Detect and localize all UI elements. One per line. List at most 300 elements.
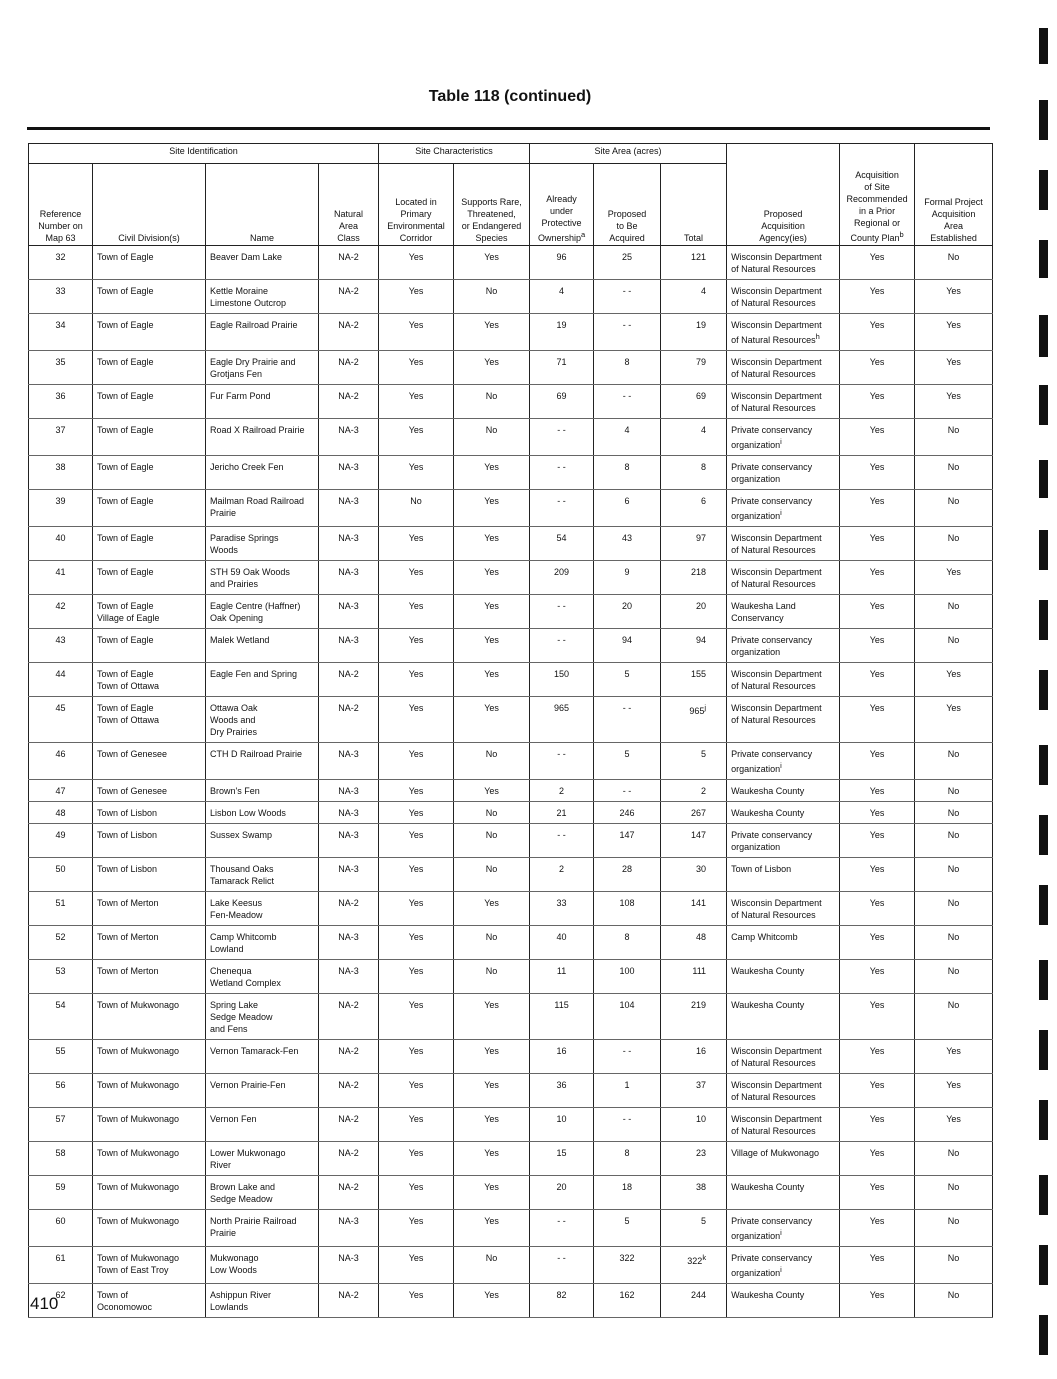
page-number: 410 xyxy=(30,1294,59,1313)
cell-corridor: Yes xyxy=(379,1284,454,1318)
scan-edge-marks xyxy=(1017,0,1057,1379)
cell-species: Yes xyxy=(454,1040,530,1074)
cell-formal: Yes xyxy=(915,1108,993,1142)
cell-formal: No xyxy=(915,994,993,1040)
cell-class: NA-3 xyxy=(319,926,379,960)
cell-already: - - xyxy=(530,419,594,456)
cell-ref: 40 xyxy=(29,527,93,561)
cell-agency: Private conservancy organization$^i$ xyxy=(727,419,840,456)
cell-formal: No xyxy=(915,1247,993,1284)
cell-formal: No xyxy=(915,1210,993,1247)
cell-agency: Wisconsin Department of Natural Resources$^h$ xyxy=(727,314,840,351)
cell-formal: No xyxy=(915,824,993,858)
cell-species: No xyxy=(454,280,530,314)
cell-proposed: 43 xyxy=(594,527,661,561)
cell-species: Yes xyxy=(454,892,530,926)
cell-total: 2 xyxy=(661,780,727,802)
cell-agency: Private conservancy organization$^i$ xyxy=(727,1210,840,1247)
cell-class: NA-3 xyxy=(319,527,379,561)
table-row xyxy=(29,994,993,1040)
cell-name: Sussex Swamp xyxy=(206,824,319,858)
cell-total: 965$^j$ xyxy=(661,697,727,743)
cell-agency: Private conservancy organization$^i$ xyxy=(727,1247,840,1284)
cell-corridor: Yes xyxy=(379,780,454,802)
header-civil: Civil Division(s) xyxy=(93,164,206,246)
cell-species: Yes xyxy=(454,490,530,527)
table-row xyxy=(29,892,993,926)
cell-name: Ashippun River Lowlands xyxy=(206,1284,319,1318)
cell-species: No xyxy=(454,743,530,780)
cell-class: NA-3 xyxy=(319,490,379,527)
cell-recommended: Yes xyxy=(840,743,915,780)
cell-class: NA-2 xyxy=(319,1142,379,1176)
cell-corridor: Yes xyxy=(379,697,454,743)
cell-recommended: Yes xyxy=(840,246,915,280)
cell-class: NA-3 xyxy=(319,802,379,824)
header-corridor: Located in Primary Environmental Corridor xyxy=(379,164,454,246)
cell-already: 71 xyxy=(530,351,594,385)
cell-already: 20 xyxy=(530,1176,594,1210)
table-row xyxy=(29,926,993,960)
cell-ref: 38 xyxy=(29,456,93,490)
cell-formal: No xyxy=(915,743,993,780)
cell-ref: 42 xyxy=(29,595,93,629)
header-already: Already under Protective Ownership$^a$ xyxy=(530,164,594,246)
cell-formal: No xyxy=(915,527,993,561)
cell-formal: No xyxy=(915,858,993,892)
cell-ref: 56 xyxy=(29,1074,93,1108)
cell-proposed: 108 xyxy=(594,892,661,926)
cell-agency: Waukesha County xyxy=(727,780,840,802)
cell-formal: No xyxy=(915,629,993,663)
cell-recommended: Yes xyxy=(840,280,915,314)
cell-already: 16 xyxy=(530,1040,594,1074)
table-row xyxy=(29,1176,993,1210)
cell-species: Yes xyxy=(454,1074,530,1108)
cell-agency: Wisconsin Department of Natural Resources xyxy=(727,527,840,561)
header-formal: Formal Project Acquisition Area Established xyxy=(915,144,993,246)
cell-already: 36 xyxy=(530,1074,594,1108)
cell-proposed: 20 xyxy=(594,595,661,629)
cell-already: 82 xyxy=(530,1284,594,1318)
cell-agency: Wisconsin Department of Natural Resources xyxy=(727,246,840,280)
cell-corridor: Yes xyxy=(379,595,454,629)
cell-proposed: 1 xyxy=(594,1074,661,1108)
cell-name: Kettle Moraine Limestone Outcrop xyxy=(206,280,319,314)
cell-proposed: 8 xyxy=(594,351,661,385)
cell-recommended: Yes xyxy=(840,960,915,994)
cell-already: - - xyxy=(530,1210,594,1247)
cell-already: - - xyxy=(530,1247,594,1284)
cell-agency: Wisconsin Department of Natural Resources xyxy=(727,663,840,697)
table-row xyxy=(29,1108,993,1142)
cell-class: NA-2 xyxy=(319,246,379,280)
cell-civil: Town of Eagle xyxy=(93,351,206,385)
cell-corridor: Yes xyxy=(379,314,454,351)
cell-species: No xyxy=(454,824,530,858)
cell-civil: Town of Mukwonago xyxy=(93,1074,206,1108)
cell-ref: 45 xyxy=(29,697,93,743)
cell-proposed: 8 xyxy=(594,456,661,490)
table-row xyxy=(29,456,993,490)
cell-class: NA-2 xyxy=(319,892,379,926)
cell-recommended: Yes xyxy=(840,1284,915,1318)
cell-already: 965 xyxy=(530,697,594,743)
cell-recommended: Yes xyxy=(840,663,915,697)
cell-civil: Town of Mukwonago xyxy=(93,994,206,1040)
cell-agency: Waukesha County xyxy=(727,802,840,824)
cell-already: 115 xyxy=(530,994,594,1040)
cell-name: STH 59 Oak Woods and Prairies xyxy=(206,561,319,595)
cell-agency: Wisconsin Department of Natural Resources xyxy=(727,561,840,595)
cell-already: 209 xyxy=(530,561,594,595)
cell-total: 97 xyxy=(661,527,727,561)
cell-proposed: - - xyxy=(594,697,661,743)
cell-species: No xyxy=(454,858,530,892)
cell-species: Yes xyxy=(454,561,530,595)
cell-already: 21 xyxy=(530,802,594,824)
cell-agency: Village of Mukwonago xyxy=(727,1142,840,1176)
cell-name: Jericho Creek Fen xyxy=(206,456,319,490)
cell-corridor: Yes xyxy=(379,802,454,824)
cell-already: - - xyxy=(530,743,594,780)
cell-proposed: 4 xyxy=(594,419,661,456)
table-row xyxy=(29,663,993,697)
cell-civil: Town of Mukwonago xyxy=(93,1210,206,1247)
cell-formal: Yes xyxy=(915,385,993,419)
cell-formal: No xyxy=(915,246,993,280)
table-row xyxy=(29,595,993,629)
cell-name: Chenequa Wetland Complex xyxy=(206,960,319,994)
cell-species: Yes xyxy=(454,527,530,561)
cell-proposed: - - xyxy=(594,314,661,351)
cell-name: Lisbon Low Woods xyxy=(206,802,319,824)
cell-class: NA-3 xyxy=(319,858,379,892)
cell-corridor: Yes xyxy=(379,960,454,994)
cell-corridor: Yes xyxy=(379,280,454,314)
cell-already: 15 xyxy=(530,1142,594,1176)
cell-civil: Town of Mukwonago xyxy=(93,1176,206,1210)
cell-agency: Private conservancy organization xyxy=(727,824,840,858)
cell-species: Yes xyxy=(454,246,530,280)
cell-formal: Yes xyxy=(915,1040,993,1074)
cell-agency: Private conservancy organization xyxy=(727,629,840,663)
header-site-area: Site Area (acres) xyxy=(530,144,727,164)
cell-already: - - xyxy=(530,824,594,858)
table-body xyxy=(29,246,993,1318)
cell-already: 54 xyxy=(530,527,594,561)
cell-ref: 58 xyxy=(29,1142,93,1176)
cell-species: Yes xyxy=(454,595,530,629)
cell-civil: Town of Eagle xyxy=(93,419,206,456)
cell-name: Beaver Dam Lake xyxy=(206,246,319,280)
cell-ref: 43 xyxy=(29,629,93,663)
cell-name: Road X Railroad Prairie xyxy=(206,419,319,456)
cell-ref: 49 xyxy=(29,824,93,858)
cell-recommended: Yes xyxy=(840,1210,915,1247)
cell-total: 5 xyxy=(661,743,727,780)
cell-total: 8 xyxy=(661,456,727,490)
cell-recommended: Yes xyxy=(840,1108,915,1142)
cell-formal: No xyxy=(915,802,993,824)
cell-name: Eagle Dry Prairie and Grotjans Fen xyxy=(206,351,319,385)
cell-civil: Town of Merton xyxy=(93,892,206,926)
table-row xyxy=(29,385,993,419)
cell-civil: Town of Eagle xyxy=(93,280,206,314)
cell-proposed: 28 xyxy=(594,858,661,892)
cell-corridor: Yes xyxy=(379,351,454,385)
cell-recommended: Yes xyxy=(840,419,915,456)
cell-name: Thousand Oaks Tamarack Relict xyxy=(206,858,319,892)
cell-ref: 44 xyxy=(29,663,93,697)
cell-formal: No xyxy=(915,926,993,960)
cell-class: NA-2 xyxy=(319,697,379,743)
table-row xyxy=(29,960,993,994)
cell-ref: 61 xyxy=(29,1247,93,1284)
cell-total: 48 xyxy=(661,926,727,960)
cell-ref: 48 xyxy=(29,802,93,824)
cell-class: NA-2 xyxy=(319,1040,379,1074)
cell-class: NA-2 xyxy=(319,351,379,385)
cell-name: Vernon Fen xyxy=(206,1108,319,1142)
cell-already: - - xyxy=(530,595,594,629)
cell-class: NA-2 xyxy=(319,1176,379,1210)
cell-civil: Town of Eagle Town of Ottawa xyxy=(93,663,206,697)
cell-ref: 53 xyxy=(29,960,93,994)
cell-recommended: Yes xyxy=(840,490,915,527)
cell-proposed: 322 xyxy=(594,1247,661,1284)
cell-name: Mukwonago Low Woods xyxy=(206,1247,319,1284)
cell-name: Vernon Tamarack-Fen xyxy=(206,1040,319,1074)
cell-recommended: Yes xyxy=(840,561,915,595)
cell-already: 10 xyxy=(530,1108,594,1142)
cell-ref: 32 xyxy=(29,246,93,280)
header-total: Total xyxy=(661,164,727,246)
cell-civil: Town of Eagle xyxy=(93,490,206,527)
cell-name: Lake Keesus Fen-Meadow xyxy=(206,892,319,926)
cell-total: 30 xyxy=(661,858,727,892)
cell-name: Eagle Centre (Haffner) Oak Opening xyxy=(206,595,319,629)
cell-total: 322$^k$ xyxy=(661,1247,727,1284)
cell-corridor: Yes xyxy=(379,926,454,960)
cell-corridor: Yes xyxy=(379,561,454,595)
cell-total: 6 xyxy=(661,490,727,527)
cell-formal: No xyxy=(915,1142,993,1176)
cell-class: NA-3 xyxy=(319,743,379,780)
cell-class: NA-3 xyxy=(319,960,379,994)
cell-ref: 35 xyxy=(29,351,93,385)
cell-recommended: Yes xyxy=(840,858,915,892)
cell-agency: Wisconsin Department of Natural Resources xyxy=(727,697,840,743)
cell-name: Eagle Fen and Spring xyxy=(206,663,319,697)
cell-class: NA-2 xyxy=(319,663,379,697)
cell-proposed: 5 xyxy=(594,663,661,697)
cell-species: No xyxy=(454,419,530,456)
header-name: Name xyxy=(206,164,319,246)
cell-formal: Yes xyxy=(915,697,993,743)
cell-agency: Waukesha County xyxy=(727,960,840,994)
cell-civil: Town of Mukwonago xyxy=(93,1040,206,1074)
cell-formal: Yes xyxy=(915,663,993,697)
cell-name: Mailman Road Railroad Prairie xyxy=(206,490,319,527)
cell-species: Yes xyxy=(454,697,530,743)
cell-total: 147 xyxy=(661,824,727,858)
cell-proposed: - - xyxy=(594,780,661,802)
cell-name: Brown Lake and Sedge Meadow xyxy=(206,1176,319,1210)
cell-recommended: Yes xyxy=(840,824,915,858)
cell-name: CTH D Railroad Prairie xyxy=(206,743,319,780)
cell-name: Brown's Fen xyxy=(206,780,319,802)
cell-already: 40 xyxy=(530,926,594,960)
cell-total: 23 xyxy=(661,1142,727,1176)
cell-agency: Wisconsin Department of Natural Resources xyxy=(727,351,840,385)
cell-civil: Town of Lisbon xyxy=(93,858,206,892)
cell-proposed: - - xyxy=(594,385,661,419)
cell-recommended: Yes xyxy=(840,1247,915,1284)
cell-formal: No xyxy=(915,960,993,994)
cell-total: 141 xyxy=(661,892,727,926)
cell-formal: No xyxy=(915,780,993,802)
cell-ref: 37 xyxy=(29,419,93,456)
table-row xyxy=(29,1142,993,1176)
cell-proposed: 94 xyxy=(594,629,661,663)
cell-name: Ottawa Oak Woods and Dry Prairies xyxy=(206,697,319,743)
cell-already: 19 xyxy=(530,314,594,351)
cell-corridor: Yes xyxy=(379,824,454,858)
cell-recommended: Yes xyxy=(840,629,915,663)
table-row xyxy=(29,351,993,385)
cell-class: NA-3 xyxy=(319,1210,379,1247)
cell-corridor: Yes xyxy=(379,629,454,663)
cell-ref: 62 xyxy=(29,1284,93,1318)
cell-total: 5 xyxy=(661,1210,727,1247)
cell-formal: Yes xyxy=(915,561,993,595)
cell-corridor: Yes xyxy=(379,527,454,561)
cell-civil: Town of Eagle xyxy=(93,314,206,351)
cell-corridor: Yes xyxy=(379,246,454,280)
cell-name: Fur Farm Pond xyxy=(206,385,319,419)
header-species: Supports Rare, Threatened, or Endangered Species xyxy=(454,164,530,246)
cell-civil: Town of Eagle xyxy=(93,246,206,280)
cell-recommended: Yes xyxy=(840,595,915,629)
cell-agency: Town of Lisbon xyxy=(727,858,840,892)
cell-proposed: - - xyxy=(594,280,661,314)
cell-ref: 60 xyxy=(29,1210,93,1247)
cell-class: NA-2 xyxy=(319,314,379,351)
cell-proposed: 9 xyxy=(594,561,661,595)
cell-agency: Wisconsin Department of Natural Resources xyxy=(727,280,840,314)
cell-corridor: Yes xyxy=(379,858,454,892)
cell-agency: Private conservancy organization$^i$ xyxy=(727,743,840,780)
cell-class: NA-3 xyxy=(319,595,379,629)
cell-already: 2 xyxy=(530,780,594,802)
cell-species: No xyxy=(454,1247,530,1284)
title-rule xyxy=(27,127,990,130)
cell-civil: Town of Mukwonago Town of East Troy xyxy=(93,1247,206,1284)
cell-civil: Town of Eagle xyxy=(93,629,206,663)
cell-agency: Camp Whitcomb xyxy=(727,926,840,960)
cell-total: 10 xyxy=(661,1108,727,1142)
cell-species: Yes xyxy=(454,314,530,351)
cell-civil: Town of Merton xyxy=(93,926,206,960)
table-row xyxy=(29,858,993,892)
cell-civil: Town of Eagle xyxy=(93,561,206,595)
cell-species: Yes xyxy=(454,456,530,490)
cell-species: Yes xyxy=(454,1108,530,1142)
cell-agency: Wisconsin Department of Natural Resources xyxy=(727,1040,840,1074)
cell-proposed: 8 xyxy=(594,1142,661,1176)
cell-class: NA-2 xyxy=(319,1284,379,1318)
cell-civil: Town of Lisbon xyxy=(93,824,206,858)
cell-total: 19 xyxy=(661,314,727,351)
cell-recommended: Yes xyxy=(840,892,915,926)
cell-formal: Yes xyxy=(915,351,993,385)
cell-recommended: Yes xyxy=(840,456,915,490)
cell-species: No xyxy=(454,385,530,419)
cell-name: Eagle Railroad Prairie xyxy=(206,314,319,351)
cell-name: Spring Lake Sedge Meadow and Fens xyxy=(206,994,319,1040)
cell-class: NA-3 xyxy=(319,561,379,595)
cell-proposed: 104 xyxy=(594,994,661,1040)
cell-ref: 50 xyxy=(29,858,93,892)
header-agency: Proposed Acquisition Agency(ies) xyxy=(727,144,840,246)
cell-name: Malek Wetland xyxy=(206,629,319,663)
cell-class: NA-3 xyxy=(319,824,379,858)
cell-recommended: Yes xyxy=(840,1142,915,1176)
cell-ref: 36 xyxy=(29,385,93,419)
cell-civil: Town of Mukwonago xyxy=(93,1108,206,1142)
table-row xyxy=(29,780,993,802)
cell-civil: Town of Eagle xyxy=(93,527,206,561)
cell-ref: 41 xyxy=(29,561,93,595)
cell-species: Yes xyxy=(454,994,530,1040)
cell-formal: Yes xyxy=(915,280,993,314)
cell-already: 2 xyxy=(530,858,594,892)
cell-class: NA-3 xyxy=(319,780,379,802)
cell-civil: Town of Genesee xyxy=(93,780,206,802)
cell-total: 79 xyxy=(661,351,727,385)
cell-species: Yes xyxy=(454,780,530,802)
cell-total: 267 xyxy=(661,802,727,824)
table-row xyxy=(29,490,993,527)
cell-proposed: 6 xyxy=(594,490,661,527)
cell-species: Yes xyxy=(454,1284,530,1318)
cell-formal: No xyxy=(915,419,993,456)
cell-already: - - xyxy=(530,456,594,490)
cell-civil: Town of Eagle Town of Ottawa xyxy=(93,697,206,743)
cell-total: 20 xyxy=(661,595,727,629)
cell-total: 219 xyxy=(661,994,727,1040)
cell-already: 150 xyxy=(530,663,594,697)
cell-total: 121 xyxy=(661,246,727,280)
cell-civil: Town of Lisbon xyxy=(93,802,206,824)
cell-recommended: Yes xyxy=(840,314,915,351)
cell-corridor: Yes xyxy=(379,1247,454,1284)
header-site-characteristics: Site Characteristics xyxy=(379,144,530,164)
cell-proposed: 8 xyxy=(594,926,661,960)
table-row xyxy=(29,246,993,280)
cell-recommended: Yes xyxy=(840,1074,915,1108)
cell-total: 16 xyxy=(661,1040,727,1074)
cell-corridor: Yes xyxy=(379,743,454,780)
cell-civil: Town of Merton xyxy=(93,960,206,994)
cell-total: 69 xyxy=(661,385,727,419)
cell-recommended: Yes xyxy=(840,926,915,960)
cell-corridor: Yes xyxy=(379,1176,454,1210)
table-row xyxy=(29,1040,993,1074)
cell-agency: Waukesha County xyxy=(727,994,840,1040)
cell-recommended: Yes xyxy=(840,994,915,1040)
